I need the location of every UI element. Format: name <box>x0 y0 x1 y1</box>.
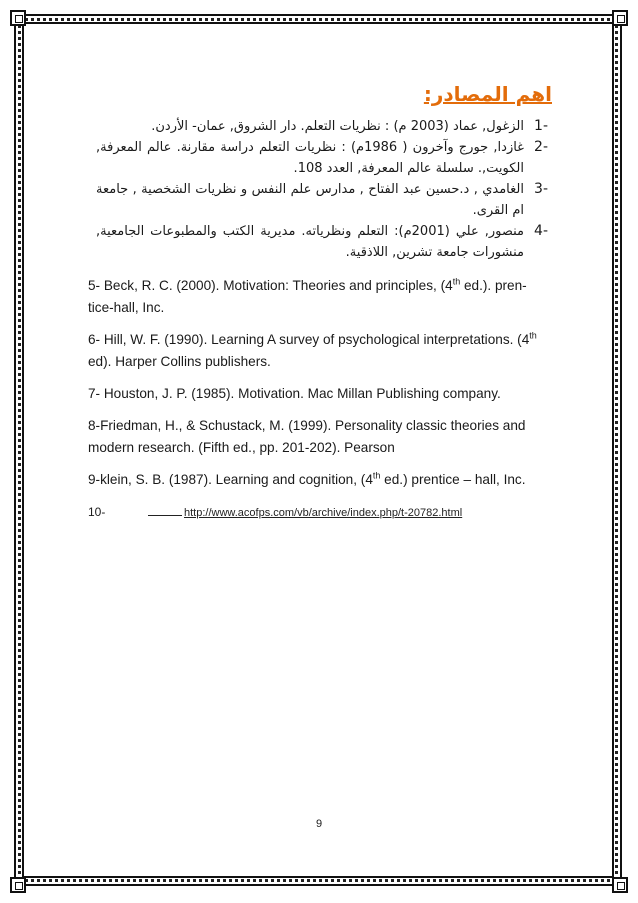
reference-text: 5- Beck, R. C. (2000). Motivation: Theories and principles, (4 <box>88 278 453 293</box>
corner-ornament-icon <box>10 877 26 893</box>
reference-text: منصور, علي (2001م): التعلم ونظرياته. مديرية الكتب والمطبوعات الجامعية, منشورات جامعة تشرين, اللاذقية. <box>96 224 524 260</box>
reference-number: -1 <box>534 118 548 134</box>
reference-number: -2 <box>534 139 548 155</box>
corner-ornament-icon <box>10 10 26 26</box>
reference-text: الزغول, عماد (2003 م) : نظريات التعلم. دار الشروق, عمان- الأردن. <box>151 119 524 134</box>
reference-item <box>88 329 544 373</box>
reference-text: 7- Houston, J. P. (1985). Motivation. Mac Millan Publishing company. <box>88 386 501 401</box>
reference-item <box>96 137 548 179</box>
reference-item <box>88 275 544 319</box>
reference-number: -4 <box>534 223 548 239</box>
reference-item <box>96 116 548 137</box>
reference-text: الغامدي , د.حسين عبد الفتاح , مدارس علم النفس و نظريات الشخصية , جامعة ام القرى. <box>96 182 524 218</box>
page-number: 9 <box>315 818 323 830</box>
reference-item <box>88 383 544 405</box>
arabic-references-list <box>96 116 548 263</box>
reference-text: 8-Friedman, H., & Schustack, M. (1999). Personality classic theories and modern research. (Fifth ed., pp. 201-202). Pearson <box>88 418 526 455</box>
superscript: th <box>529 330 537 341</box>
superscript: th <box>372 470 381 481</box>
reference-text: ed.). pren-tice-hall, Inc. <box>88 278 527 315</box>
reference-item <box>88 501 544 524</box>
corner-ornament-icon <box>612 10 628 26</box>
reference-item <box>88 415 544 459</box>
reference-text: 9-klein, S. B. (1987). Learning and cognition, (4 <box>88 472 373 487</box>
reference-link[interactable]: http://www.acofps.com/vb/archive/index.php/t-20782.html <box>184 507 463 519</box>
superscript: th <box>452 276 461 287</box>
references-title: اهم المصادر: <box>423 82 552 106</box>
underline-spacer <box>148 515 182 516</box>
reference-text: ed). Harper Collins publishers. <box>88 354 271 369</box>
reference-number: -3 <box>534 181 548 197</box>
reference-item <box>96 221 548 263</box>
reference-text: 6- Hill, W. F. (1990). Learning A survey of psychological interpretations. (4 <box>88 332 530 347</box>
reference-item <box>96 179 548 221</box>
reference-number: 10- <box>88 505 106 519</box>
reference-item <box>88 469 544 491</box>
corner-ornament-icon <box>612 877 628 893</box>
reference-text: ed.) prentice – hall, Inc. <box>380 472 526 487</box>
reference-text: غازدا, جورج وآخرون ( 1986م) : نظريات التعلم دراسة مقارنة. عالم المعرفة, الكويت,. سلسلة عالم المعرفة, العدد 108. <box>96 140 524 176</box>
english-references-list <box>88 275 544 524</box>
